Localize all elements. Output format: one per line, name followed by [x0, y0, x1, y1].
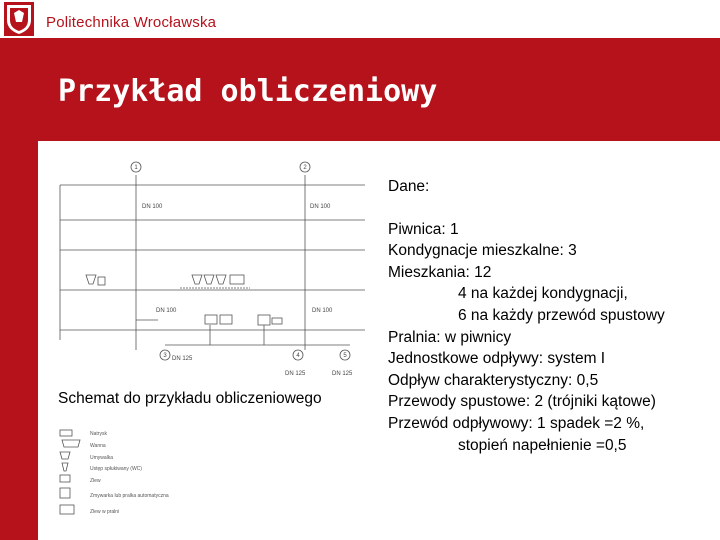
university-crest-icon [4, 2, 34, 36]
legend-item: Wanna [90, 443, 106, 449]
data-block [388, 176, 665, 456]
axis-2-label: 2 [303, 165, 307, 171]
organization-name: Politechnika Wrocławska [46, 14, 217, 31]
axis-5-label: 5 [343, 353, 347, 359]
data-lines [388, 219, 665, 457]
spacer [388, 198, 665, 219]
dn100-label: DN 100 [156, 308, 177, 314]
data-line: Piwnica: 1 [388, 220, 459, 238]
data-line: Kondygnacje mieszkalne: 3 [388, 242, 577, 260]
legend-item: Zlew [90, 478, 101, 484]
dn100-label: DN 100 [310, 204, 331, 210]
dn100-label: DN 100 [312, 308, 333, 314]
legend-item: Zmywarka lub pralka automatyczna [90, 493, 169, 499]
legend-item: Zlew w pralni [90, 509, 120, 515]
drainage-schematic [40, 150, 370, 540]
data-line: Mieszkania: 12 [388, 263, 492, 281]
data-line: stopień napełnienie =0,5 [458, 436, 627, 454]
data-line: Przewody spustowe: 2 (trójniki kątowe) [388, 393, 656, 411]
data-line: 6 na każdy przewód spustowy [458, 306, 665, 324]
dn125-label: DN 125 [172, 356, 193, 362]
data-line: Jednostkowe odpływy: system I [388, 350, 606, 368]
data-line: 4 na każdej kondygnacji, [458, 285, 628, 303]
axis-4-label: 4 [296, 353, 300, 359]
data-line: Pralnia: w piwnicy [388, 328, 512, 346]
legend-item: Natrysk [90, 431, 107, 437]
dn125-label: DN 125 [332, 371, 353, 377]
figure-caption: Schemat do przykładu obliczeniowego [58, 390, 322, 407]
legend-item: Umywalka [90, 455, 114, 461]
axis-1-label: 1 [134, 165, 138, 171]
axis-3-label: 3 [163, 353, 167, 359]
dn125-label: DN 125 [285, 371, 306, 377]
slide-header [0, 0, 720, 38]
data-heading: Dane: [388, 178, 430, 195]
data-line: Przewód odpływowy: 1 spadek =2 %, [388, 414, 645, 432]
left-accent-bar [0, 38, 38, 540]
data-line: Odpływ charakterystyczny: 0,5 [388, 371, 599, 389]
dn100-label: DN 100 [142, 204, 163, 210]
slide-title: Przykład obliczeniowy [58, 74, 438, 109]
legend-item: Ustęp spłukiwany (WC) [90, 466, 142, 472]
